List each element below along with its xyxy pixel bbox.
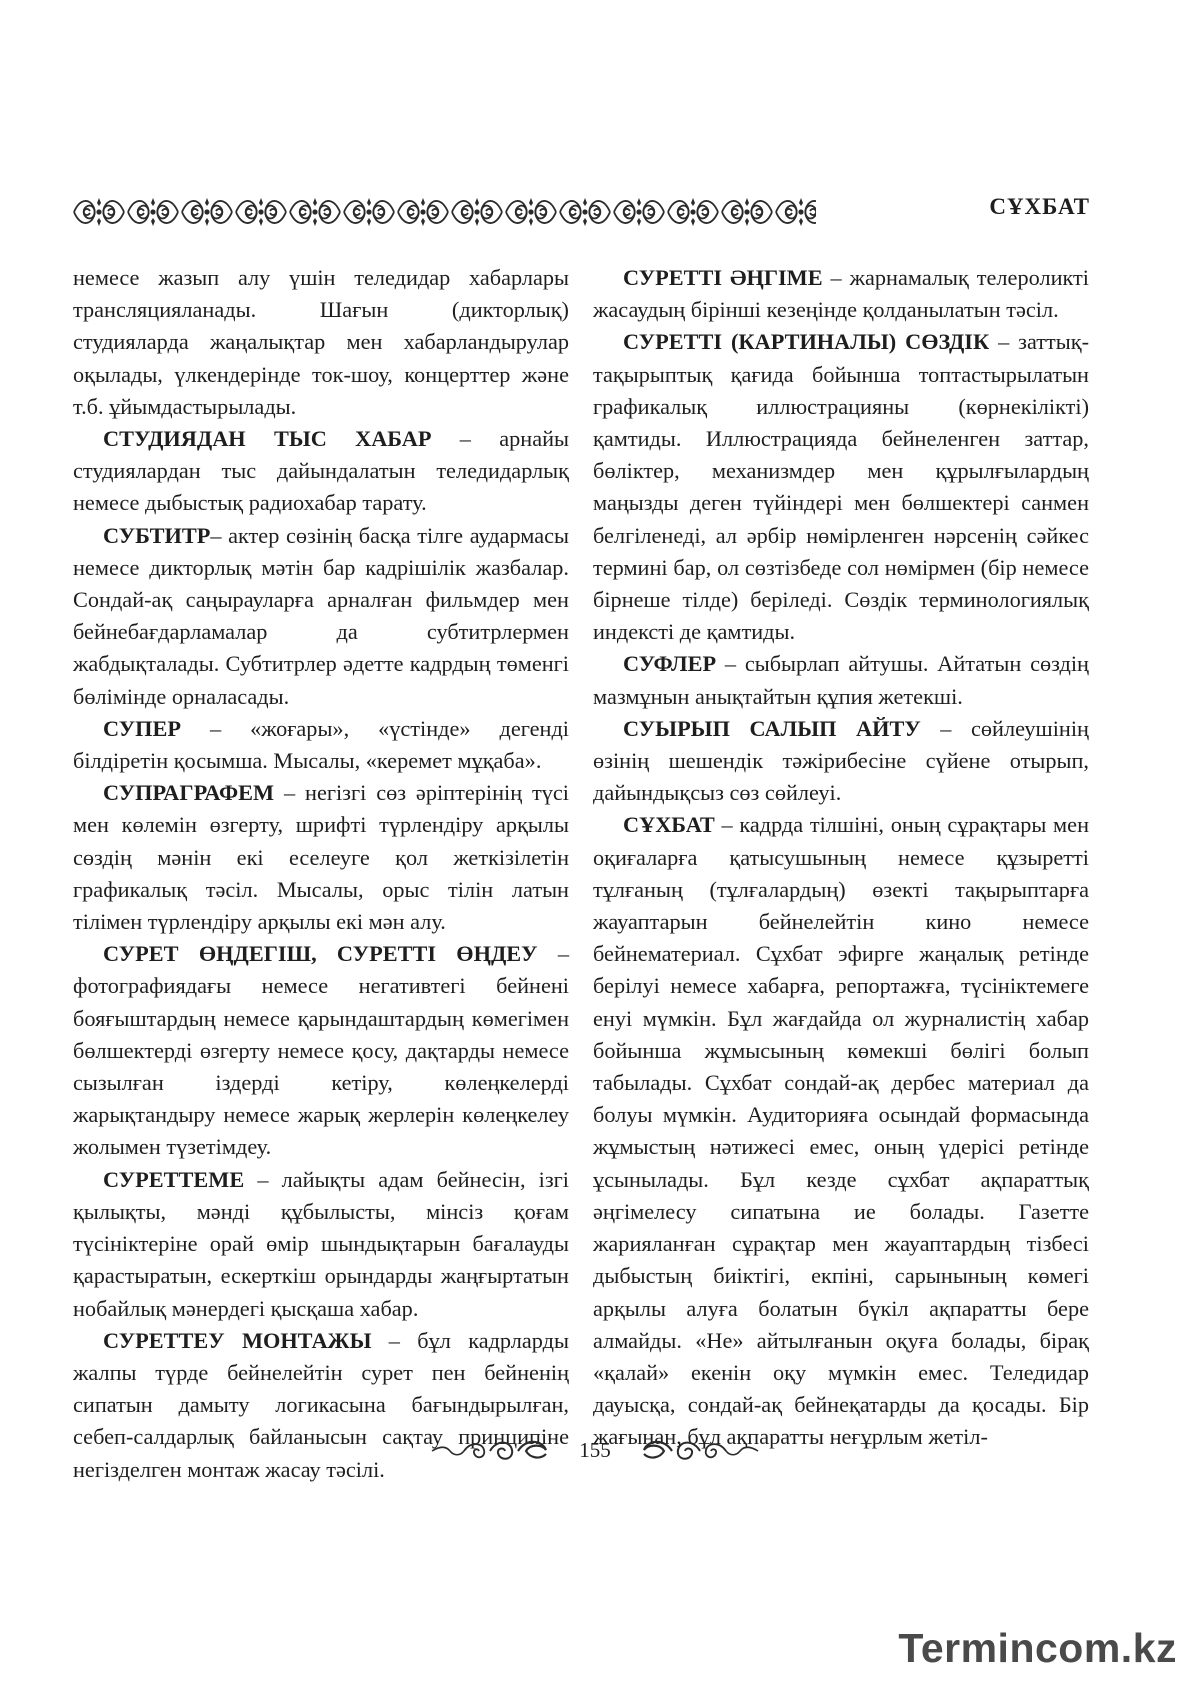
entry-term: СУПРАГРАФЕМ bbox=[103, 780, 275, 806]
page-number: 155 bbox=[579, 1438, 611, 1462]
entry-text: – фотографиядағы немесе негативтегі бейнені бояғыштардың немесе қарындаштардың көмегімен бөлшектерді өзгерту немесе қосу, дақтарды немесе сызылған іздерді кетіру, көлеңкелерді жарықтандыру немесе жарық жерлерін көлеңкелеу жолымен түзетімдеу. bbox=[73, 941, 569, 1160]
entry bbox=[73, 1164, 569, 1325]
entry bbox=[73, 423, 569, 520]
left-column bbox=[73, 262, 569, 1486]
entry-term: СУРЕТТЕУ МОНТАЖЫ bbox=[103, 1327, 372, 1353]
entry-term: СУРЕТТЕМЕ bbox=[103, 1166, 245, 1192]
right-column bbox=[593, 262, 1089, 1454]
entry-term: СУРЕТ ӨҢДЕГІШ, СУРЕТТІ ӨҢДЕУ bbox=[103, 941, 538, 967]
entry-text: – арнайы студиялардан тыс дайындалатын теледидарлық немесе дыбыстық радиохабар тарату. bbox=[73, 426, 569, 516]
entry-term: СУФЛЕР bbox=[623, 651, 717, 677]
entry bbox=[73, 938, 569, 1163]
entry-text: – кадрда тілшіні, оның сұрақтары мен оқиғаларға қатысушының немесе құзыретті тұлғаның (тұлғалардың) өзекті тақырыптарға жауаптарын бейнелейтін кино немесе бейнематериал. Сұхбат эфирге жаңалық ретінде берілуі немесе хабарға, репортажға, түсініктемеге енуі мүмкін. Бұл жағдайда ол журналистің хабар бойынша жұмысының көмекші бөлігі болып табылады. Сұхбат сондай-ақ дербес материал да болуы мүмкін. Аудиторияға осындай формасында жұмыстың нәтижесі емес, оның үдерісі ретінде ұсынылады. Бұл кезде сұхбат ақпараттық әңгімелесу сипатына ие болады. Газетте жарияланған сұрақтар мен жауаптардың тізбесі дыбыстың биіктігі, екпіні, сарынының көмегі арқылы алуға болатын бүкіл ақпаратты бере алмайды. «Не» айтылғанын оқуға болады, бірақ «қалай» екенін оқу мүмкін емес. Теледидар дауысқа, сондай-ақ бейнеқатарды да қосады. Бір жағынан, бұл ақпаратты неғұрлым жетіл- bbox=[593, 812, 1089, 1450]
entry bbox=[73, 777, 569, 938]
entry-text: – сөйлеушінің өзінің шешендік тәжірибесіне сүйене отырып, дайындықсыз сөз сөйлеуі. bbox=[593, 715, 1089, 806]
entry-text: – актер сөзінің басқа тілге аудармасы немесе дикторлық мәтін бар кадрішілік жазбалар. Сондай-ақ саңырауларға арналған фильмдер мен бейнебағдарламалар да субтитрлермен жабдықталады. Субтитрлер әдетте кадрдың төменгі бөлімінде орналасады. bbox=[73, 522, 569, 709]
entry bbox=[593, 648, 1089, 712]
footer-ornament-left bbox=[430, 1436, 548, 1466]
entry-text: – сыбырлап айтушы. Айтатын сөздің мазмұнын анықтайтын құпия жетекші. bbox=[593, 651, 1089, 709]
entry-text: – лайықты адам бейнесін, ізгі қылықты, мәнді құбылысты, мінсіз қоғам түсініктеріне орай өмір шындықтарын бағалауды қарастыратын, ескерткіш орындарды жаңғыртатын нобайлық мәнердегі қысқаша хабар. bbox=[73, 1166, 569, 1321]
entry-term: СУЫРЫП САЛЫП АЙТУ bbox=[623, 715, 921, 741]
entry-term: СҰХБАТ bbox=[623, 812, 715, 838]
entry-term: СУРЕТТІ (КАРТИНАЛЫ) СӨЗДІК bbox=[623, 329, 990, 355]
entry bbox=[73, 520, 569, 713]
entry-term: СУБТИТР bbox=[103, 522, 211, 548]
entry-text: – негізгі сөз әріптерінің түсі мен көлемін өзгерту, шрифті түрлендіру арқылы сөздің мәнін екі еселеуге қол жеткізілетін графикалық тәсіл. Мысалы, орыс тілін латын тілімен түрлендіру арқылы екі мән алу. bbox=[73, 780, 569, 935]
page-footer bbox=[430, 1430, 760, 1470]
footer-ornament-right bbox=[642, 1436, 760, 1466]
entry-text: немесе жазып алу үшін теледидар хабарлары трансляцияланады. Шағын (дикторлық) студияларда жаңалықтар мен хабарландырулар оқылады, үлкендерінде ток-шоу, концерттер және т.б. ұйымдастырылады. bbox=[73, 265, 569, 419]
entry-text: – «жоғары», «үстінде» дегенді білдіретін қосымша. Мысалы, «керемет мұқаба». bbox=[73, 715, 569, 774]
ornament-band bbox=[72, 194, 816, 230]
running-head: СҰХБАТ bbox=[989, 194, 1090, 219]
page-header bbox=[72, 186, 1090, 242]
entry-term: СУПЕР bbox=[103, 715, 182, 741]
entry-text: – бұл кадрларды жалпы түрде бейнелейтін сурет пен бейненің сипатын дамыту логикасына бағындырылған, себеп-салдарлық байланысын сақтау принципіне негізделген монтаж жасау тәсілі. bbox=[73, 1327, 569, 1482]
entry bbox=[593, 326, 1089, 648]
entry-term: СТУДИЯДАН ТЫС ХАБАР bbox=[103, 426, 432, 452]
entry bbox=[593, 809, 1089, 1453]
entry-continuation bbox=[73, 262, 569, 423]
watermark-logo: Termincom.kz bbox=[898, 1625, 1177, 1671]
entry-term: СУРЕТТІ ӘҢГІМЕ bbox=[623, 265, 823, 290]
entry bbox=[73, 713, 569, 777]
entry bbox=[593, 713, 1089, 810]
entry bbox=[593, 262, 1089, 326]
entry-text: – заттық-тақырыптық қағида бойынша топтастырылатын графикалық иллюстрацияны (көрнекілікті) қамтиды. Иллюстрацияда бейнеленген заттар, бөліктер, механизмдер мен құрылғылардың маңызды деген түйіндері мен бөлшектері санмен белгіленеді, ал әрбір нөмірленген нәрсенің сәйкес термині бар, ол сөзтізбеде сол нөмірмен (бір немесе бірнеше тілде) беріледі. Сөздік терминологиялық индексті де қамтиды. bbox=[593, 329, 1090, 645]
entry-text: – жарнамалық телероликті жасаудың бірінші кезеңінде қолданылатын тәсіл. bbox=[593, 265, 1089, 323]
